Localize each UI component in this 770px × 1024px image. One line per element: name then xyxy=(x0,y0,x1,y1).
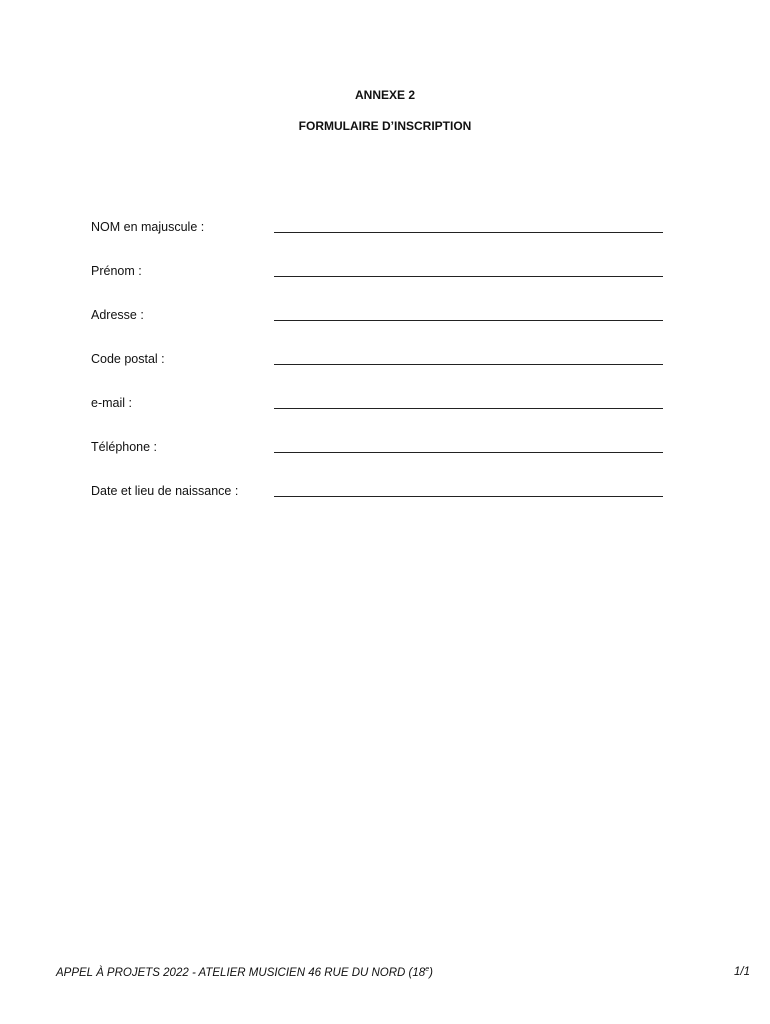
footer-text xyxy=(56,966,433,979)
footer-superscript: e xyxy=(425,966,430,973)
field-label-email: e-mail : xyxy=(91,396,132,410)
field-row-email xyxy=(91,395,671,439)
field-line-email xyxy=(274,408,663,409)
field-row-naissance xyxy=(91,483,671,527)
page-number: 1/1 xyxy=(734,966,750,978)
footer-close: ) xyxy=(429,967,433,979)
field-line-nom xyxy=(274,232,663,233)
field-row-adresse xyxy=(91,307,671,351)
form-title: FORMULAIRE D’INSCRIPTION xyxy=(298,119,472,133)
field-row-nom xyxy=(91,219,671,263)
field-label-telephone: Téléphone : xyxy=(91,440,158,454)
field-row-prenom xyxy=(91,263,671,307)
field-label-prenom: Prénom : xyxy=(91,264,142,278)
field-line-telephone xyxy=(274,452,663,453)
field-line-adresse xyxy=(274,320,663,321)
field-row-telephone xyxy=(91,439,671,483)
annex-title: ANNEXE 2 xyxy=(354,88,416,102)
field-row-code-postal xyxy=(91,351,671,395)
field-line-prenom xyxy=(274,276,663,277)
field-label-naissance: Date et lieu de naissance : xyxy=(91,484,239,498)
field-label-code-postal: Code postal : xyxy=(91,352,165,366)
field-line-code-postal xyxy=(274,364,663,365)
footer-main: APPEL À PROJETS 2022 - ATELIER MUSICIEN 46 RUE DU NORD (18 xyxy=(56,967,426,979)
field-label-adresse: Adresse : xyxy=(91,308,144,322)
field-label-nom: NOM en majuscule : xyxy=(91,220,205,234)
registration-fields xyxy=(91,219,671,527)
field-line-naissance xyxy=(274,496,663,497)
